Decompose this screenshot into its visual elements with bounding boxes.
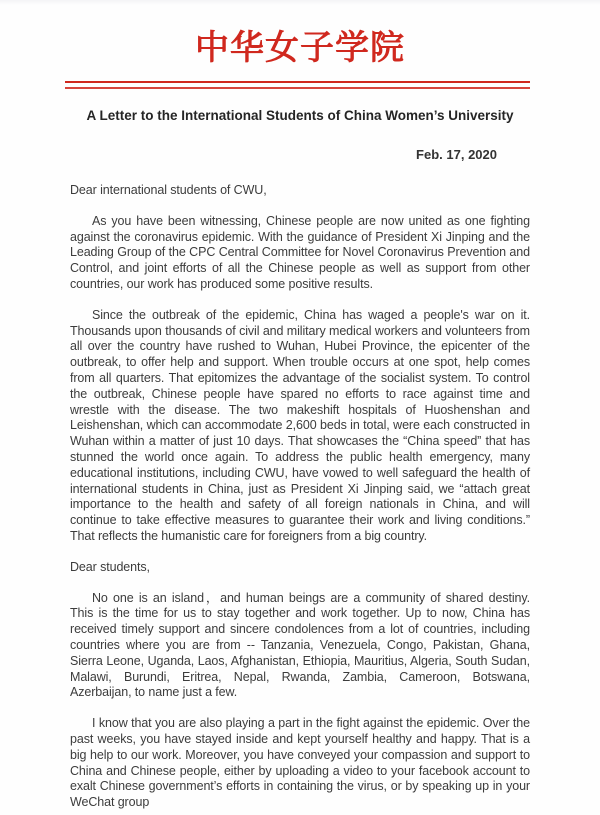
paragraph-4: I know that you are also playing a part in the fight against the epidemic. Over the past weeks, you have stayed inside and kept yourself healthy and happy. That is a big help to our work. Moreover, you have conveyed your compassion and support to China and Chinese people, either by uploading a video to your facebook account to exalt Chinese government’s efforts in containing the virus, or by speaking up in your WeChat group bbox=[70, 716, 530, 810]
paragraph-1: As you have been witnessing, Chinese people are now united as one fighting against the coronavirus epidemic. With the guidance of President Xi Jinping and the Leading Group of the CPC Central Committee for Novel Coronavirus Prevention and Control, and joint efforts of all the Chinese people as well as support from other countries, our work has produced some positive results. bbox=[70, 213, 530, 291]
paragraph-2: Since the outbreak of the epidemic, China has waged a people's war on it. Thousands upon thousands of civil and military medical workers and volunteers from all over the country have rushed to Wuhan, Hubei Province, the epicenter of the outbreak, to offer help and support. When trouble occurs at one spot, help comes from all quarters. That epitomizes the advantage of the socialist system. To control the outbreak, Chinese people have spared no efforts to race against time and wrestle with the disease. The two makeshift hospitals of Huoshenshan and Leishenshan, which can accommodate 2,600 beds in total, were each constructed in Wuhan within a matter of just 10 days. That showcases the “China speed” that has stunned the world once again. To address the public health emergency, many educational institutions, including CWU, have vowed to well safeguard the health of international students in China, just as President Xi Jinping said, we “attach great importance to the health and safety of all foreign nationals in China, and will continue to take effective measures to guarantee their work and living conditions.” That reflects the humanistic care for foreigners from a big country. bbox=[70, 307, 530, 543]
letterhead-divider bbox=[65, 81, 530, 89]
university-name-cn: 中华女子学院 bbox=[195, 28, 405, 68]
letter-date: Feb. 17, 2020 bbox=[416, 147, 497, 162]
salutation-main: Dear international students of CWU, bbox=[70, 183, 267, 197]
salutation-students: Dear students, bbox=[70, 559, 150, 574]
paragraph-3: No one is an island，and human beings are a community of shared destiny. This is the time for us to stay together and work together. Up to now, China has received timely support and sincere condolences from a lot of countries, including countries where you are from -- Tanzania, Venezuela, Congo, Pakistan, Ghana, Sierra Leone, Uganda, Laos, Afghanistan, Ethiopia, Mauritius, Algeria, South Sudan, Malawi, Burundi, Eritrea, Nepal, Rwanda, Zambia, Cameroon, Botswana, Azerbaijan, to name just a few. bbox=[70, 590, 530, 700]
letter-body bbox=[70, 183, 530, 811]
letter-title: A Letter to the International Students of China Women’s University bbox=[86, 108, 514, 123]
